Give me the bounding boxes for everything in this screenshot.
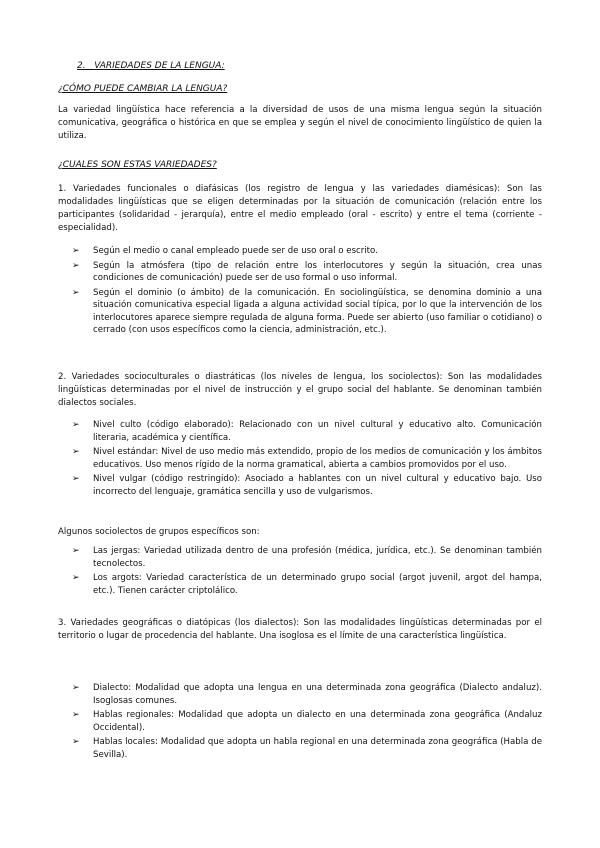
arrowhead-bullet-icon: ➢ xyxy=(72,546,80,556)
list-item: ➢ Las jergas: Variedad utilizada dentro de una profesión (médica, jurídica, etc.). Se denominan también tecnolectos. xyxy=(72,546,542,569)
geograficas-list xyxy=(72,682,542,763)
list-item: ➢ Nivel estándar: Nivel de uso medio más extendido, propio de los medios de comunicación y los ámbitos educativos. Uso menos rígido de la norma gramatical, abierta a cambios promovidos por el uso. xyxy=(72,447,542,470)
arrowhead-bullet-icon: ➢ xyxy=(72,246,80,256)
list-item: ➢ Según la atmósfera (tipo de relación entre los interlocutores y según la situación, crea unas condiciones de comunicación) puede ser de uso formal o uso informal. xyxy=(72,260,542,283)
list-item: ➢ Hablas locales: Modalidad que adopta un habla regional en una determinada zona geográfica (Habla de Sevilla). xyxy=(72,737,542,760)
arrowhead-bullet-icon: ➢ xyxy=(72,737,80,747)
intro-paragraph: La variedad lingüística hace referencia a la diversidad de usos de una misma lengua según la situación comunicativa, geográfica o histórica en que se emplea y según el nivel de conocimiento lingüístico de quien la utiliza. xyxy=(58,105,542,141)
question-heading-1: ¿CÓMO PUEDE CAMBIAR LA LENGUA? xyxy=(58,84,228,94)
section-title: VARIEDADES DE LA LENGUA: xyxy=(94,61,225,71)
arrowhead-bullet-icon: ➢ xyxy=(72,260,80,271)
list-item: ➢ Según el dominio (o ámbito) de la comunicación. En sociolingüística, se denomina dominio a una situación comunicativa especial ligada a alguna actividad social típica, por lo que la intervención de los interlocutores aparece siempre regulada de alguna forma. Puede ser abierto (uso familiar o cotidiano) o cerrado (con usos específicos como la ciencia, administración, etc.). xyxy=(72,287,542,335)
list-item: ➢ Los argots: Variedad característica de un determinado grupo social (argot juvenil, argot del hampa, etc.). Tienen carácter criptolálico. xyxy=(72,573,542,596)
sociolectos-list xyxy=(72,545,542,599)
list-item: ➢ Hablas regionales: Modalidad que adopta un dialecto en una determinada zona geográfica (Andaluz Occidental). xyxy=(72,710,542,733)
socioculturales-paragraph: 2. Variedades socioculturales o diastráticas (los niveles de lengua, los sociolectos): Son las modalidades lingüísticas determinadas por el nivel de instrucción y el grupo social del hablante. Se denominan también dialectos sociales. xyxy=(58,372,542,408)
list-item: ➢ Según el medio o canal empleado puede ser de uso oral o escrito. xyxy=(72,246,378,256)
arrowhead-bullet-icon: ➢ xyxy=(72,710,80,720)
section-heading xyxy=(77,61,561,71)
funcionales-paragraph: 1. Variedades funcionales o diafásicas (los registro de lengua y las variedades diamésicas): Son las modalidades lingüísticas que se eligen determinadas por la situación de comunicación (relación entre los participantes (solidaridad - jerarquía), entre el medio empleado (oral - escrito) y entre el tema (corriente - especialidad). xyxy=(58,184,542,233)
list-item: ➢ Dialecto: Modalidad que adopta una lengua en una determinada zona geográfica (Dialecto andaluz). Isoglosas comunes. xyxy=(72,683,542,706)
arrowhead-bullet-icon: ➢ xyxy=(72,474,80,484)
list-item: ➢ Nivel culto (código elaborado): Relacionado con un nivel cultural y educativo alto. Comunicación literaria, académica y científica. xyxy=(72,420,542,443)
list-item: ➢ Nivel vulgar (código restringido): Asociado a hablantes con un nivel cultural y educativo bajo. Uso incorrecto del lenguaje, gramática sencilla y uso de vulgarismos. xyxy=(72,474,542,497)
question-heading-2: ¿CUALES SON ESTAS VARIEDADES? xyxy=(58,160,217,170)
funcionales-list xyxy=(72,245,542,339)
arrowhead-bullet-icon: ➢ xyxy=(72,683,80,693)
arrowhead-bullet-icon: ➢ xyxy=(72,447,80,457)
arrowhead-bullet-icon: ➢ xyxy=(72,573,80,583)
section-number: 2. xyxy=(77,61,86,71)
arrowhead-bullet-icon: ➢ xyxy=(72,420,80,430)
socioculturales-list xyxy=(72,419,542,500)
arrowhead-bullet-icon: ➢ xyxy=(72,287,80,298)
sociolectos-intro: Algunos sociolectos de grupos específicos son: xyxy=(58,527,260,537)
geograficas-paragraph: 3. Variedades geográficas o diatópicas (los dialectos): Son las modalidades lingüísticas determinadas por el territorio o lugar de procedencia del hablante. Una isoglosa es el límite de una característica lingüística. xyxy=(58,618,542,641)
